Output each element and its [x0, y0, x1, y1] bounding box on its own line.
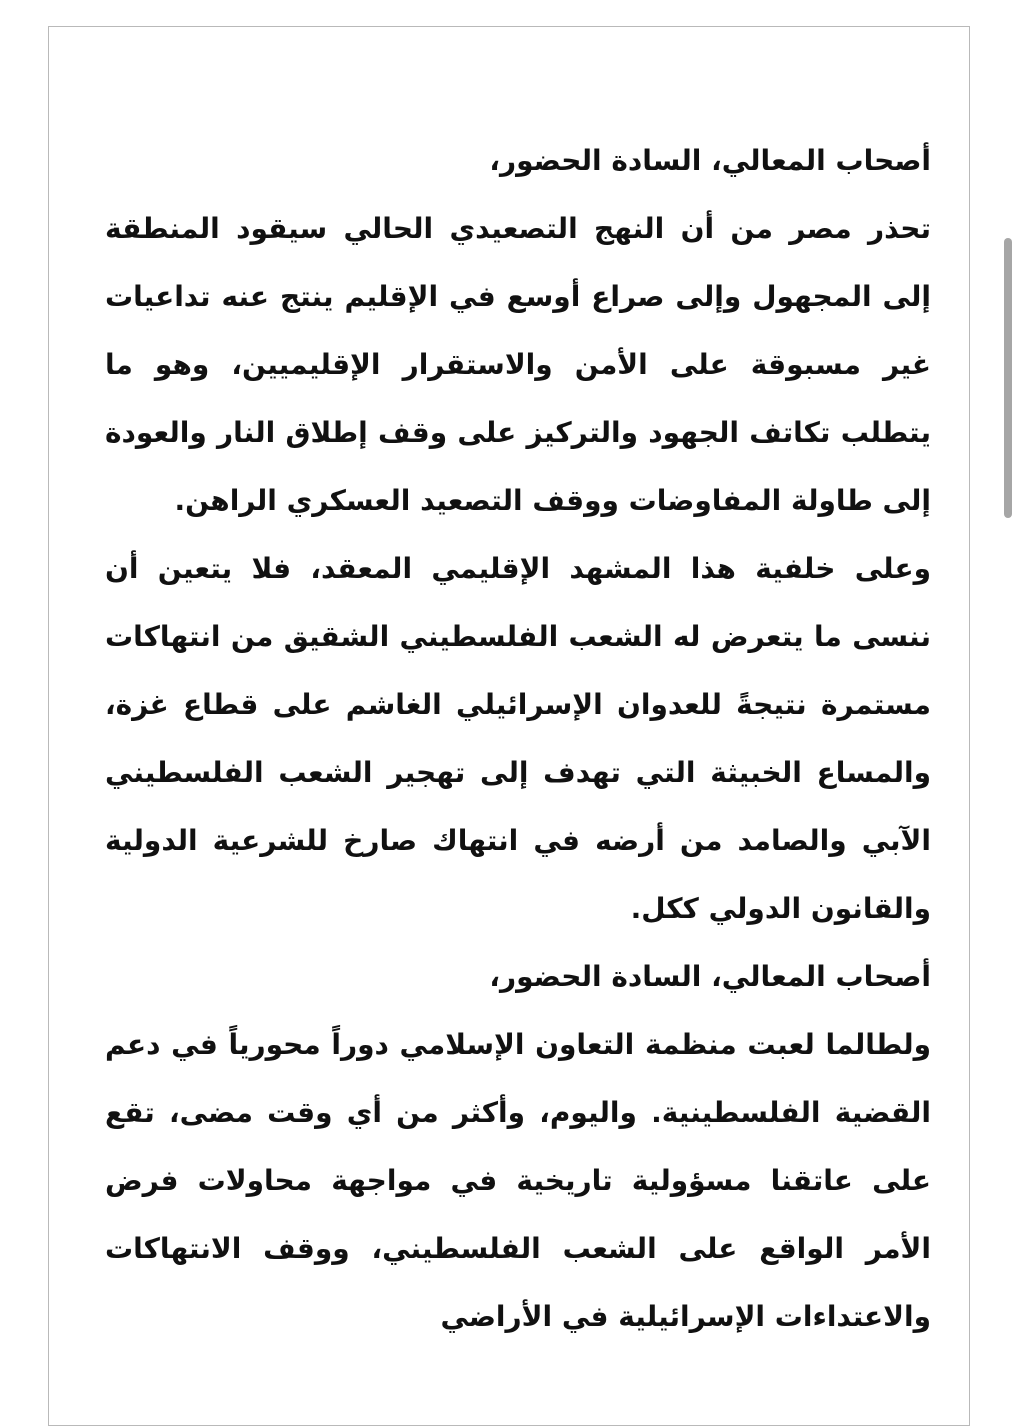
page-content	[105, 127, 931, 1351]
document-page	[48, 26, 970, 1426]
body-paragraph: ولطالما لعبت منظمة التعاون الإسلامي دوراً محورياً في دعم القضية الفلسطينية. واليوم، وأكثر من أي وقت مضى، تقع على عاتقنا مسؤولية تاريخية في مواجهة محاولات فرض الأمر الواقع على الشعب الفلسطيني، ووقف الانتهاكات والاعتداءات الإسرائيلية في الأراضي	[105, 1028, 931, 1333]
body-paragraph: وعلى خلفية هذا المشهد الإقليمي المعقد، فلا يتعين أن ننسى ما يتعرض له الشعب الفلسطيني الشقيق من انتهاكات مستمرة نتيجةً للعدوان الإسرائيلي الغاشم على قطاع غزة، والمساع الخبيثة التي تهدف إلى تهجير الشعب الفلسطيني الآبي والصامد من أرضه في انتهاك صارخ للشرعية الدولية والقانون الدولي ككل.	[105, 552, 931, 925]
vertical-scrollbar-thumb[interactable]	[1004, 238, 1012, 518]
greeting-paragraph: أصحاب المعالي، السادة الحضور،	[489, 960, 931, 993]
greeting-paragraph: أصحاب المعالي، السادة الحضور،	[489, 144, 931, 177]
body-paragraph: تحذر مصر من أن النهج التصعيدي الحالي سيقود المنطقة إلى المجهول وإلى صراع أوسع في الإقليم ينتج عنه تداعيات غير مسبوقة على الأمن والاستقرار الإقليميين، وهو ما يتطلب تكاتف الجهود والتركيز على وقف إطلاق النار والعودة إلى طاولة المفاوضات ووقف التصعيد العسكري الراهن.	[105, 212, 931, 517]
